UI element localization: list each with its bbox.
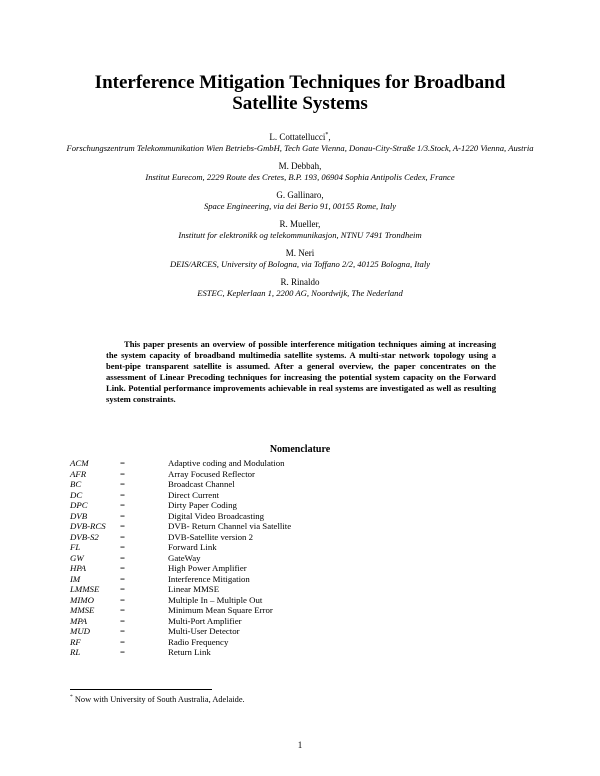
nomenclature-meaning: DVB- Return Channel via Satellite (168, 521, 292, 531)
author-block (40, 160, 560, 183)
nomenclature-abbr: MPA (70, 615, 87, 626)
abstract: This paper presents an overview of possible interference mitigation techniques aiming at increasing the system capacity of broadband multimedia satellite systems. A multi-star network topology using a bent-pipe transparent satellite is assumed. After a general overview, the paper concentrates on the assessment of Linear Precoding techniques for increasing the potential system capacity on the Forward Link. Potential performance improvements achievable in real systems are investigated as well as resulting system constraints. (106, 339, 496, 404)
author-name: G. Gallinaro, (276, 190, 324, 200)
nomenclature-meaning: Multi-User Detector (168, 626, 240, 636)
nomenclature-separator: = (120, 500, 125, 510)
nomenclature-separator: = (120, 594, 125, 605)
nomenclature-row (70, 490, 291, 501)
nomenclature-row (70, 553, 291, 564)
nomenclature-meaning: DVB-Satellite version 2 (168, 531, 254, 542)
footnote (70, 694, 245, 704)
nomenclature-meaning: Broadcast Channel (168, 479, 235, 489)
nomenclature-abbr: RF (70, 636, 81, 647)
nomenclature-meaning: Adaptive coding and Modulation (168, 458, 285, 468)
nomenclature-row (70, 500, 291, 511)
nomenclature-row (70, 637, 291, 648)
nomenclature-row (70, 521, 291, 532)
nomenclature-separator: = (120, 510, 125, 521)
nomenclature-row (70, 605, 291, 616)
nomenclature-abbr: HPA (70, 563, 86, 573)
nomenclature-meaning: Multiple In – Multiple Out (168, 594, 263, 605)
author-list (40, 129, 560, 305)
nomenclature-separator: = (120, 584, 125, 594)
nomenclature-abbr: MUD (70, 626, 91, 636)
page-number: 1 (297, 740, 303, 750)
footnote-mark: * (70, 694, 73, 700)
author-affiliation: Space Engineering, via dei Berio 91, 00155 Rome, Italy (203, 201, 397, 211)
nomenclature-abbr: BC (70, 479, 82, 489)
nomenclature-abbr: DC (70, 489, 83, 500)
nomenclature-meaning: Digital Video Broadcasting (168, 510, 265, 521)
nomenclature-row (70, 616, 291, 627)
nomenclature-meaning: Interference Mitigation (168, 573, 250, 584)
nomenclature-separator: = (120, 531, 125, 542)
nomenclature-meaning: Minimum Mean Square Error (168, 605, 273, 615)
nomenclature-separator: = (120, 636, 125, 647)
nomenclature-meaning: GateWay (168, 552, 201, 563)
nomenclature-row (70, 479, 291, 490)
author-name: M. Neri (285, 248, 315, 258)
nomenclature-separator: = (120, 573, 125, 584)
nomenclature-abbr: AFR (70, 468, 87, 479)
nomenclature-meaning: Linear MMSE (168, 584, 220, 594)
nomenclature-row (70, 595, 291, 606)
nomenclature-separator: = (120, 552, 125, 563)
nomenclature-separator: = (120, 626, 125, 636)
author-block (40, 247, 560, 270)
nomenclature-separator: = (120, 468, 125, 479)
author-affiliation: Forschungszentrum Telekommunikation Wien Betriebs-GmbH, Tech Gate Vienna, Donau-City-Straße 1/3.Stock, A-1220 Vienna, Austria (66, 143, 534, 153)
author-affiliation: DEIS/ARCES, University of Bologna, via Toffano 2/2, 40125 Bologna, Italy (169, 259, 431, 269)
nomenclature-heading: Nomenclature (269, 444, 331, 455)
nomenclature-separator: = (120, 458, 125, 468)
nomenclature-abbr: DVB-RCS (70, 521, 106, 531)
nomenclature-meaning: Direct Current (168, 489, 220, 500)
nomenclature-abbr: ACM (70, 458, 89, 468)
nomenclature-body (70, 458, 291, 658)
nomenclature-abbr: DVB (70, 510, 88, 521)
nomenclature-separator: = (120, 542, 125, 552)
nomenclature-abbr: LMMSE (70, 584, 100, 594)
nomenclature-meaning: Dirty Paper Coding (168, 500, 237, 510)
nomenclature-abbr: RL (70, 647, 81, 657)
nomenclature-abbr: MMSE (70, 605, 95, 615)
author-block: L. Cottatellucci*, Forschungszentrum Telekommunikation Wien Betriebs-GmbH, Tech Gate Vienna, Donau-City-Straße 1/3.Stock, A-1220 Vienna, Austria (40, 129, 560, 154)
nomenclature-row (70, 458, 291, 469)
nomenclature-separator: = (120, 647, 125, 657)
nomenclature-separator: = (120, 489, 125, 500)
author-affiliation: Institut Eurecom, 2229 Route des Cretes, B.P. 193, 06904 Sophia Antipolis Cedex, France (145, 172, 455, 182)
author-block (40, 276, 560, 299)
author-block (40, 218, 560, 241)
nomenclature-row (70, 647, 291, 658)
nomenclature-table (70, 458, 291, 658)
nomenclature-abbr: DVB-S2 (70, 531, 99, 542)
nomenclature-separator: = (120, 521, 125, 531)
nomenclature-row (70, 563, 291, 574)
nomenclature-meaning: Radio Frequency (168, 636, 229, 647)
nomenclature-separator: = (120, 605, 125, 615)
nomenclature-row (70, 584, 291, 595)
author-affiliation: ESTEC, Keplerlaan 1, 2200 AG, Noordwijk, The Nederland (197, 288, 403, 298)
nomenclature-abbr: FL (70, 542, 81, 552)
nomenclature-abbr: DPC (70, 500, 88, 510)
author-block (40, 189, 560, 212)
footnote-mark: * (325, 132, 329, 138)
nomenclature-meaning: Return Link (168, 647, 211, 657)
nomenclature-abbr: GW (70, 552, 84, 563)
nomenclature-row (70, 469, 291, 480)
paper-title: Interference Mitigation Techniques for Broadband Satellite Systems (94, 72, 506, 114)
nomenclature-row (70, 511, 291, 522)
nomenclature-meaning: High Power Amplifier (168, 563, 247, 573)
author-name: R. Mueller, (279, 219, 321, 229)
nomenclature-separator: = (120, 563, 125, 573)
nomenclature-separator: = (120, 615, 125, 626)
nomenclature-row (70, 626, 291, 637)
nomenclature-row (70, 574, 291, 585)
author-name: M. Debbah, (278, 161, 322, 171)
nomenclature-meaning: Forward Link (168, 542, 217, 552)
author-name: L. Cottatellucci (269, 132, 326, 142)
nomenclature-abbr: IM (70, 573, 81, 584)
footnote-rule (70, 689, 212, 690)
nomenclature-row (70, 542, 291, 553)
author-affiliation: Institutt for elektronikk og telekommunikasjon, NTNU 7491 Trondheim (178, 230, 422, 240)
nomenclature-separator: = (120, 479, 125, 489)
nomenclature-meaning: Multi-Port Amplifier (168, 615, 242, 626)
nomenclature-abbr: MIMO (70, 594, 94, 605)
nomenclature-row (70, 532, 291, 543)
author-name: R. Rinaldo (280, 277, 320, 287)
nomenclature-meaning: Array Focused Reflector (168, 468, 255, 479)
footnote-text: Now with University of South Australia, Adelaide. (74, 694, 245, 704)
